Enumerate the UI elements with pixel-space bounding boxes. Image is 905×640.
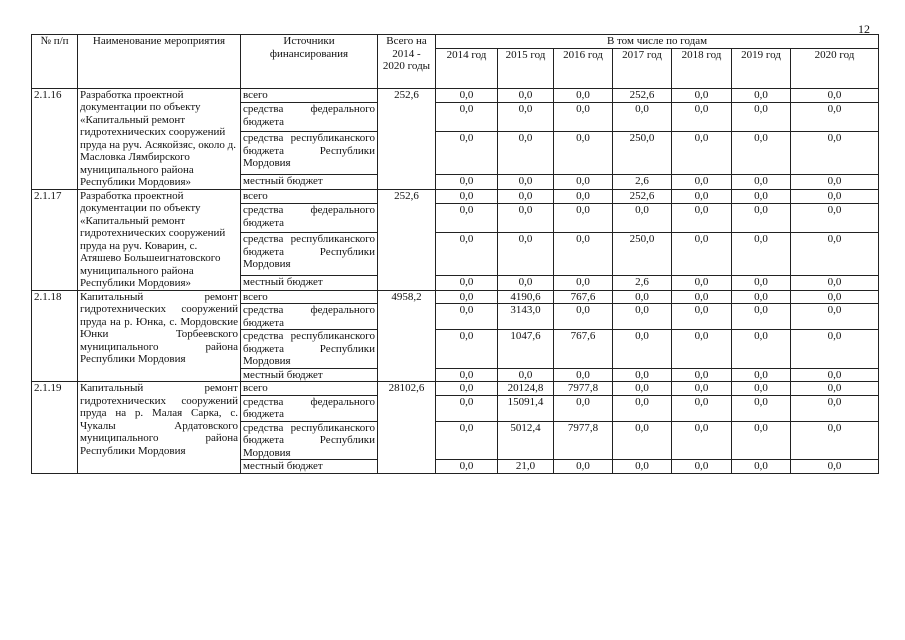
source-cell: средства республиканского бюджета Республики Мордовия	[241, 233, 378, 275]
value-cell: 0,0	[613, 103, 672, 132]
source-cell: средства республиканского бюджета Республики Мордовия	[241, 132, 378, 174]
header-by-years: В том числе по годам	[436, 35, 879, 49]
value-cell: 0,0	[436, 304, 498, 330]
value-cell: 15091,4	[498, 395, 554, 421]
item-total: 252,6	[378, 189, 436, 290]
item-code: 2.1.19	[32, 382, 78, 474]
value-cell: 0,0	[436, 460, 498, 474]
value-cell: 250,0	[613, 233, 672, 275]
header-name: Наименование мероприятия	[78, 35, 241, 89]
table-row	[32, 189, 879, 204]
item-name: Капитальный ремонт гидротехнических сооружений пруда на р. Малая Сарка, с. Чукалы Ардатовского муниципального района Республики Мордовия	[78, 382, 241, 474]
value-cell: 0,0	[672, 88, 732, 103]
item-code: 2.1.16	[32, 88, 78, 189]
value-cell: 0,0	[613, 395, 672, 421]
value-cell: 0,0	[672, 304, 732, 330]
item-name: Капитальный ремонт гидротехнических сооружений пруда на р. Юнка, с. Мордовские Юнки Торбеевского муниципального района Республики Мордовия	[78, 290, 241, 382]
value-cell: 252,6	[613, 88, 672, 103]
value-cell: 0,0	[732, 132, 791, 174]
value-cell: 0,0	[613, 460, 672, 474]
value-cell: 0,0	[554, 189, 613, 204]
source-cell: средства федерального бюджета	[241, 204, 378, 233]
value-cell: 0,0	[436, 174, 498, 189]
value-cell: 0,0	[436, 204, 498, 233]
item-name: Разработка проектной документации по объекту «Капитальный ремонт гидротехнических сооружений пруда на руч. Коварин, с. Атяшево Большеигнатовского муниципального района Республики Мордовия»	[78, 189, 241, 290]
value-cell: 0,0	[732, 395, 791, 421]
value-cell: 0,0	[791, 421, 879, 460]
source-cell: местный бюджет	[241, 174, 378, 189]
value-cell: 0,0	[732, 330, 791, 369]
value-cell: 0,0	[498, 189, 554, 204]
value-cell: 767,6	[554, 330, 613, 369]
table-row	[32, 88, 879, 103]
header-year: 2016 год	[554, 48, 613, 88]
value-cell: 0,0	[498, 132, 554, 174]
value-cell: 0,0	[672, 382, 732, 396]
source-cell: всего	[241, 88, 378, 103]
value-cell: 0,0	[732, 368, 791, 382]
value-cell: 0,0	[672, 275, 732, 290]
value-cell: 0,0	[732, 460, 791, 474]
value-cell: 0,0	[554, 304, 613, 330]
source-cell: средства федерального бюджета	[241, 304, 378, 330]
value-cell: 0,0	[791, 460, 879, 474]
value-cell: 0,0	[554, 103, 613, 132]
value-cell: 0,0	[791, 368, 879, 382]
source-cell: местный бюджет	[241, 368, 378, 382]
item-code: 2.1.17	[32, 189, 78, 290]
value-cell: 0,0	[672, 204, 732, 233]
page-number: 12	[858, 22, 870, 36]
header-year: 2017 год	[613, 48, 672, 88]
value-cell: 0,0	[613, 290, 672, 304]
value-cell: 250,0	[613, 132, 672, 174]
value-cell: 0,0	[554, 460, 613, 474]
header-year: 2018 год	[672, 48, 732, 88]
value-cell: 0,0	[732, 382, 791, 396]
value-cell: 5012,4	[498, 421, 554, 460]
value-cell: 0,0	[791, 88, 879, 103]
table-row	[32, 290, 879, 304]
header-year: 2019 год	[732, 48, 791, 88]
value-cell: 0,0	[732, 174, 791, 189]
value-cell: 0,0	[791, 132, 879, 174]
value-cell: 0,0	[791, 174, 879, 189]
value-cell: 0,0	[613, 382, 672, 396]
header-source: Источники финансирования	[241, 35, 378, 89]
source-cell: местный бюджет	[241, 460, 378, 474]
source-cell: средства республиканского бюджета Республики Мордовия	[241, 330, 378, 369]
value-cell: 0,0	[672, 290, 732, 304]
source-cell: всего	[241, 382, 378, 396]
value-cell: 0,0	[498, 204, 554, 233]
value-cell: 0,0	[732, 290, 791, 304]
value-cell: 20124,8	[498, 382, 554, 396]
value-cell: 0,0	[498, 174, 554, 189]
value-cell: 0,0	[498, 88, 554, 103]
value-cell: 0,0	[672, 233, 732, 275]
value-cell: 252,6	[613, 189, 672, 204]
item-code: 2.1.18	[32, 290, 78, 382]
value-cell: 0,0	[436, 395, 498, 421]
value-cell: 0,0	[554, 88, 613, 103]
value-cell: 0,0	[791, 304, 879, 330]
header-year: 2015 год	[498, 48, 554, 88]
value-cell: 0,0	[791, 233, 879, 275]
value-cell: 0,0	[791, 275, 879, 290]
item-total: 252,6	[378, 88, 436, 189]
item-total: 4958,2	[378, 290, 436, 382]
value-cell: 0,0	[672, 395, 732, 421]
value-cell: 0,0	[436, 132, 498, 174]
value-cell: 0,0	[672, 330, 732, 369]
value-cell: 0,0	[498, 368, 554, 382]
source-cell: средства республиканского бюджета Республики Мордовия	[241, 421, 378, 460]
value-cell: 0,0	[672, 132, 732, 174]
value-cell: 3143,0	[498, 304, 554, 330]
value-cell: 0,0	[436, 233, 498, 275]
value-cell: 0,0	[613, 421, 672, 460]
value-cell: 0,0	[613, 330, 672, 369]
value-cell: 0,0	[436, 368, 498, 382]
value-cell: 767,6	[554, 290, 613, 304]
value-cell: 7977,8	[554, 382, 613, 396]
value-cell: 0,0	[672, 421, 732, 460]
value-cell: 0,0	[554, 132, 613, 174]
value-cell: 7977,8	[554, 421, 613, 460]
value-cell: 0,0	[554, 174, 613, 189]
source-cell: всего	[241, 290, 378, 304]
item-name: Разработка проектной документации по объекту «Капитальный ремонт гидротехнических сооружений пруда на руч. Асякойзяс, около д. Масловка Лямбирского муниципального района Республики Мордовия»	[78, 88, 241, 189]
value-cell: 0,0	[732, 275, 791, 290]
value-cell: 0,0	[672, 460, 732, 474]
value-cell: 0,0	[732, 233, 791, 275]
source-cell: средства федерального бюджета	[241, 395, 378, 421]
value-cell: 0,0	[791, 395, 879, 421]
source-cell: всего	[241, 189, 378, 204]
value-cell: 0,0	[613, 204, 672, 233]
source-cell: средства федерального бюджета	[241, 103, 378, 132]
value-cell: 2,6	[613, 174, 672, 189]
value-cell: 0,0	[672, 368, 732, 382]
value-cell: 0,0	[554, 368, 613, 382]
table-row	[32, 382, 879, 396]
value-cell: 0,0	[436, 103, 498, 132]
value-cell: 1047,6	[498, 330, 554, 369]
value-cell: 0,0	[791, 204, 879, 233]
value-cell: 0,0	[791, 290, 879, 304]
header-number: № п/п	[32, 35, 78, 89]
value-cell: 0,0	[436, 88, 498, 103]
value-cell: 0,0	[436, 290, 498, 304]
value-cell: 0,0	[732, 204, 791, 233]
value-cell: 0,0	[554, 204, 613, 233]
value-cell: 2,6	[613, 275, 672, 290]
value-cell: 0,0	[791, 103, 879, 132]
value-cell: 0,0	[498, 233, 554, 275]
value-cell: 0,0	[732, 304, 791, 330]
value-cell: 0,0	[672, 189, 732, 204]
value-cell: 0,0	[436, 330, 498, 369]
value-cell: 0,0	[554, 233, 613, 275]
header-year: 2014 год	[436, 48, 498, 88]
value-cell: 0,0	[436, 382, 498, 396]
value-cell: 0,0	[791, 382, 879, 396]
source-cell: местный бюджет	[241, 275, 378, 290]
value-cell: 0,0	[613, 304, 672, 330]
value-cell: 0,0	[436, 275, 498, 290]
value-cell: 0,0	[732, 421, 791, 460]
funding-table	[31, 34, 879, 474]
value-cell: 0,0	[732, 189, 791, 204]
value-cell: 0,0	[791, 330, 879, 369]
value-cell: 4190,6	[498, 290, 554, 304]
header-year: 2020 год	[791, 48, 879, 88]
value-cell: 0,0	[498, 103, 554, 132]
value-cell: 0,0	[436, 189, 498, 204]
value-cell: 0,0	[554, 395, 613, 421]
value-cell: 21,0	[498, 460, 554, 474]
value-cell: 0,0	[498, 275, 554, 290]
value-cell: 0,0	[672, 174, 732, 189]
value-cell: 0,0	[436, 421, 498, 460]
value-cell: 0,0	[732, 103, 791, 132]
value-cell: 0,0	[791, 189, 879, 204]
item-total: 28102,6	[378, 382, 436, 474]
value-cell: 0,0	[554, 275, 613, 290]
header-total: Всего на 2014 - 2020 годы	[378, 35, 436, 89]
value-cell: 0,0	[613, 368, 672, 382]
value-cell: 0,0	[672, 103, 732, 132]
value-cell: 0,0	[732, 88, 791, 103]
